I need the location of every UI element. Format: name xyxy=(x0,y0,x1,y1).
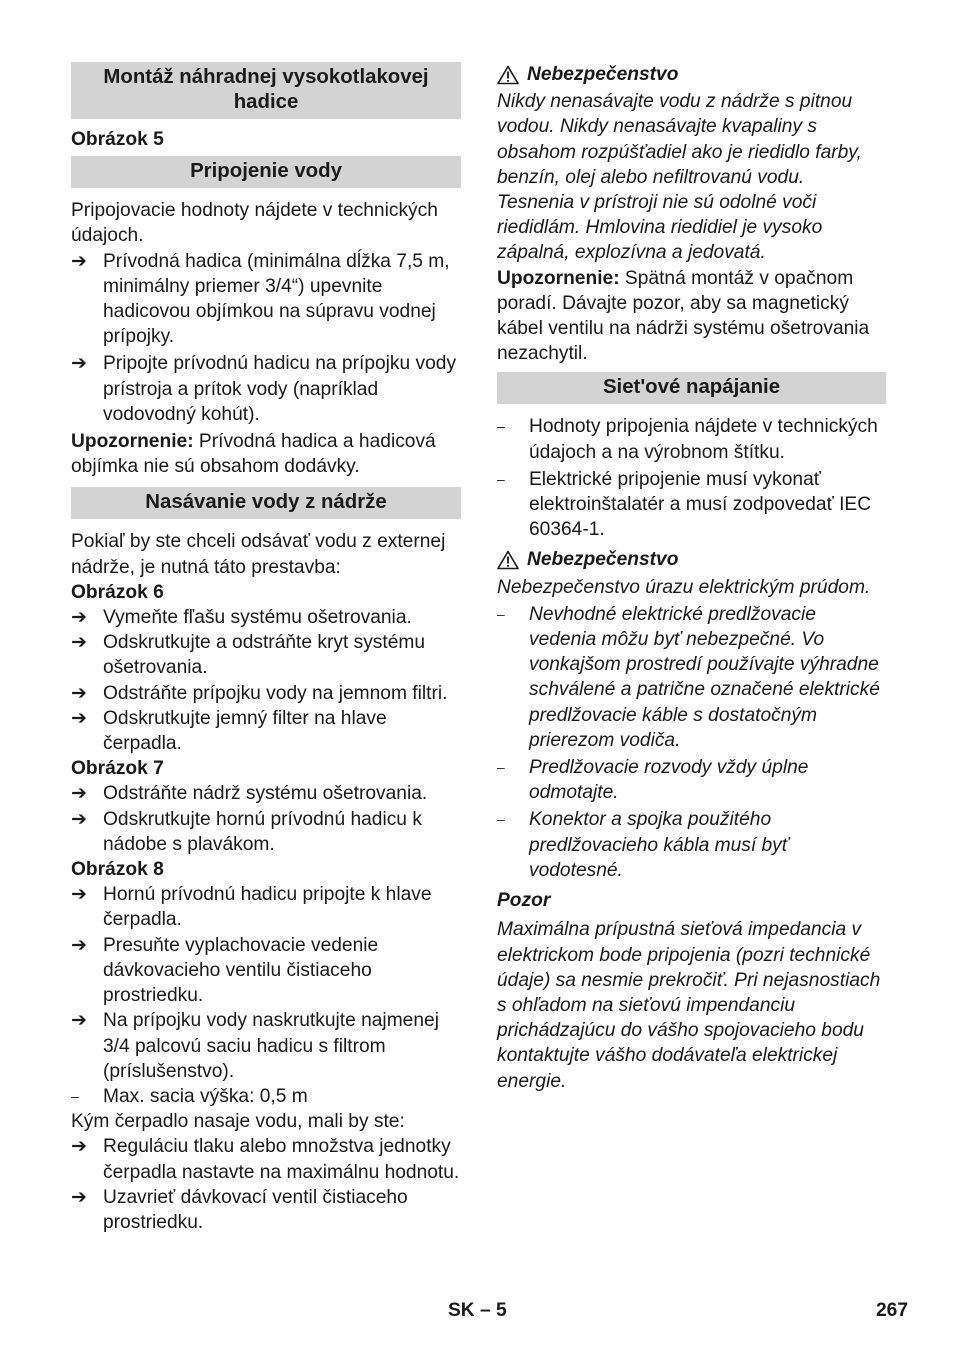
arrow-right-icon: ➔ xyxy=(71,607,88,629)
arrow-right-icon: ➔ xyxy=(71,1010,88,1032)
warning-triangle-icon xyxy=(497,65,519,85)
page-number: 267 xyxy=(876,1300,909,1321)
water-connection-intro: Pripojovacie hodnoty nájdete v technických údajoch. xyxy=(71,200,438,247)
dash-bullet: – xyxy=(71,1087,79,1104)
section-title-tank-suction: Nasávanie vody z nádrže xyxy=(71,487,461,519)
arrow-right-icon: ➔ xyxy=(71,353,88,375)
dash-bullet: – xyxy=(497,470,505,487)
list-item: – Hodnoty pripojenia nájdete v technických údajoch a na výrobnom štítku. xyxy=(497,414,886,464)
danger-text: Nebezpečenstvo úrazu elektrickým prúdom. xyxy=(497,576,871,598)
list-item: ➔ Odstráňte nádrž systému ošetrovania. xyxy=(71,781,461,806)
danger-text: Nikdy nenasávajte vodu z nádrže s pitnou vodou. Nikdy nenasávajte kvapaliny s obsahom rozpúšťadiel ako je riedidlo farby, benzín, olej alebo nefiltrovanú vodu. Tesnenia v prístroji nie sú odolné voči riedidlám. Hmlovina riedidiel je vysoko zápalná, explozívna a jedovatá. xyxy=(497,91,862,264)
section-title-hose: Montáž náhradnej vysokotlakovej hadice xyxy=(71,62,461,119)
tank-suction-intro: Pokiaľ by ste chceli odsávať vodu z externej nádrže, je nutná táto prestavba: xyxy=(71,531,446,578)
caution-text: Maximálna prípustná sieťová impedancia v elektrickom bode pripojenia (pozri technické údaje) sa nesmie prekročiť. Pri nejasnostiach s ohľadom na sieťovú impendanciu prichádzajúcu do vášho spojovacieho bodu kontaktujte vášho dodávateľa elektrickej energie. xyxy=(497,919,881,1092)
arrow-right-icon: ➔ xyxy=(71,632,88,654)
pump-intro: Kým čerpadlo nasaje vodu, mali by ste: xyxy=(71,1111,405,1133)
list-item: – Max. sacia výška: 0,5 m xyxy=(71,1084,461,1109)
list-item: ➔ Odskrutkujte a odstráňte kryt systému ošetrovania. xyxy=(71,630,461,680)
list-item: ➔ Reguláciu tlaku alebo množstva jednotky čerpadla nastavte na maximálnu hodnotu. xyxy=(71,1134,461,1184)
list-item: – Konektor a spojka použitého predlžovacieho kábla musí byť vodotesné. xyxy=(497,807,886,883)
list-item: ➔ Pripojte prívodnú hadicu na prípojku vody prístroja a prítok vody (napríklad vodovodný kohút). xyxy=(71,351,461,427)
danger-heading: Nebezpečenstvo xyxy=(497,62,886,87)
arrow-right-icon: ➔ xyxy=(71,1136,88,1158)
list-item: ➔ Odstráňte prípojku vody na jemnom filtri. xyxy=(71,681,461,706)
arrow-right-icon: ➔ xyxy=(71,707,88,729)
section-page-label: SK – 5 xyxy=(448,1300,507,1321)
list-item: ➔ Presuňte vyplachovacie vedenie dávkovacieho ventilu čistiaceho prostriedku. xyxy=(71,933,461,1009)
section-title-water-connection: Pripojenie vody xyxy=(71,156,461,188)
arrow-right-icon: ➔ xyxy=(71,808,88,830)
list-item: – Elektrické pripojenie musí vykonať elektroinštalatér a musí zodpovedať IEC 60364-1. xyxy=(497,467,886,543)
list-item: ➔ Odskrutkujte jemný filter na hlave čerpadla. xyxy=(71,706,461,756)
section-title-power-supply: Siet'ové napájanie xyxy=(497,372,886,404)
list-item: ➔ Na prípojku vody naskrutkujte najmenej 3/4 palcovú saciu hadicu s filtrom (príslušenstvo). xyxy=(71,1008,461,1084)
arrow-right-icon: ➔ xyxy=(71,884,88,906)
left-column xyxy=(71,62,461,1235)
arrow-right-icon: ➔ xyxy=(71,934,88,956)
danger-heading: Nebezpečenstvo xyxy=(497,547,886,572)
list-item: – Nevhodné elektrické predlžovacie vedenia môžu byť nebezpečné. Vo vonkajšom prostredí používajte výhradne schválené a patrične označené elektrické predlžovacie káble s dostatočným prierezom vodiča. xyxy=(497,602,886,753)
dash-bullet: – xyxy=(497,759,505,776)
reassembly-note: Upozornenie: Spätná montáž v opačnom poradí. Dávajte pozor, aby sa magnetický kábel ventilu na nádrži systému ošetrovania nezachytil. xyxy=(497,267,870,365)
figure-label-8: Obrázok 8 xyxy=(71,859,164,881)
caution-heading: Pozor xyxy=(497,890,551,912)
warning-triangle-icon xyxy=(497,550,519,570)
figure-label-5: Obrázok 5 xyxy=(71,129,164,150)
right-column xyxy=(497,62,886,1094)
arrow-right-icon: ➔ xyxy=(71,682,88,704)
arrow-right-icon: ➔ xyxy=(71,1186,88,1208)
dash-bullet: – xyxy=(497,418,505,435)
figure-label-6: Obrázok 6 xyxy=(71,581,164,603)
water-connection-note: Upozornenie: Prívodná hadica a hadicová objímka nie sú obsahom dodávky. xyxy=(71,431,436,478)
arrow-right-icon: ➔ xyxy=(71,783,88,805)
list-item: – Predlžovacie rozvody vždy úplne odmotajte. xyxy=(497,755,886,805)
list-item: ➔ Hornú prívodnú hadicu pripojte k hlave čerpadla. xyxy=(71,882,461,932)
list-item: ➔ Prívodná hadica (minimálna dĺžka 7,5 m, minimálny priemer 3/4“) upevnite hadicovou objímkou na súpravu vodnej prípojky. xyxy=(71,249,461,350)
list-item: ➔ Uzavrieť dávkovací ventil čistiaceho prostriedku. xyxy=(71,1185,461,1235)
arrow-right-icon: ➔ xyxy=(71,250,88,272)
list-item: ➔ Odskrutkujte hornú prívodnú hadicu k nádobe s plavákom. xyxy=(71,807,461,857)
figure-label-7: Obrázok 7 xyxy=(71,758,164,780)
dash-bullet: – xyxy=(497,811,505,828)
list-item: ➔ Vymeňte fľašu systému ošetrovania. xyxy=(71,605,461,630)
dash-bullet: – xyxy=(497,605,505,622)
